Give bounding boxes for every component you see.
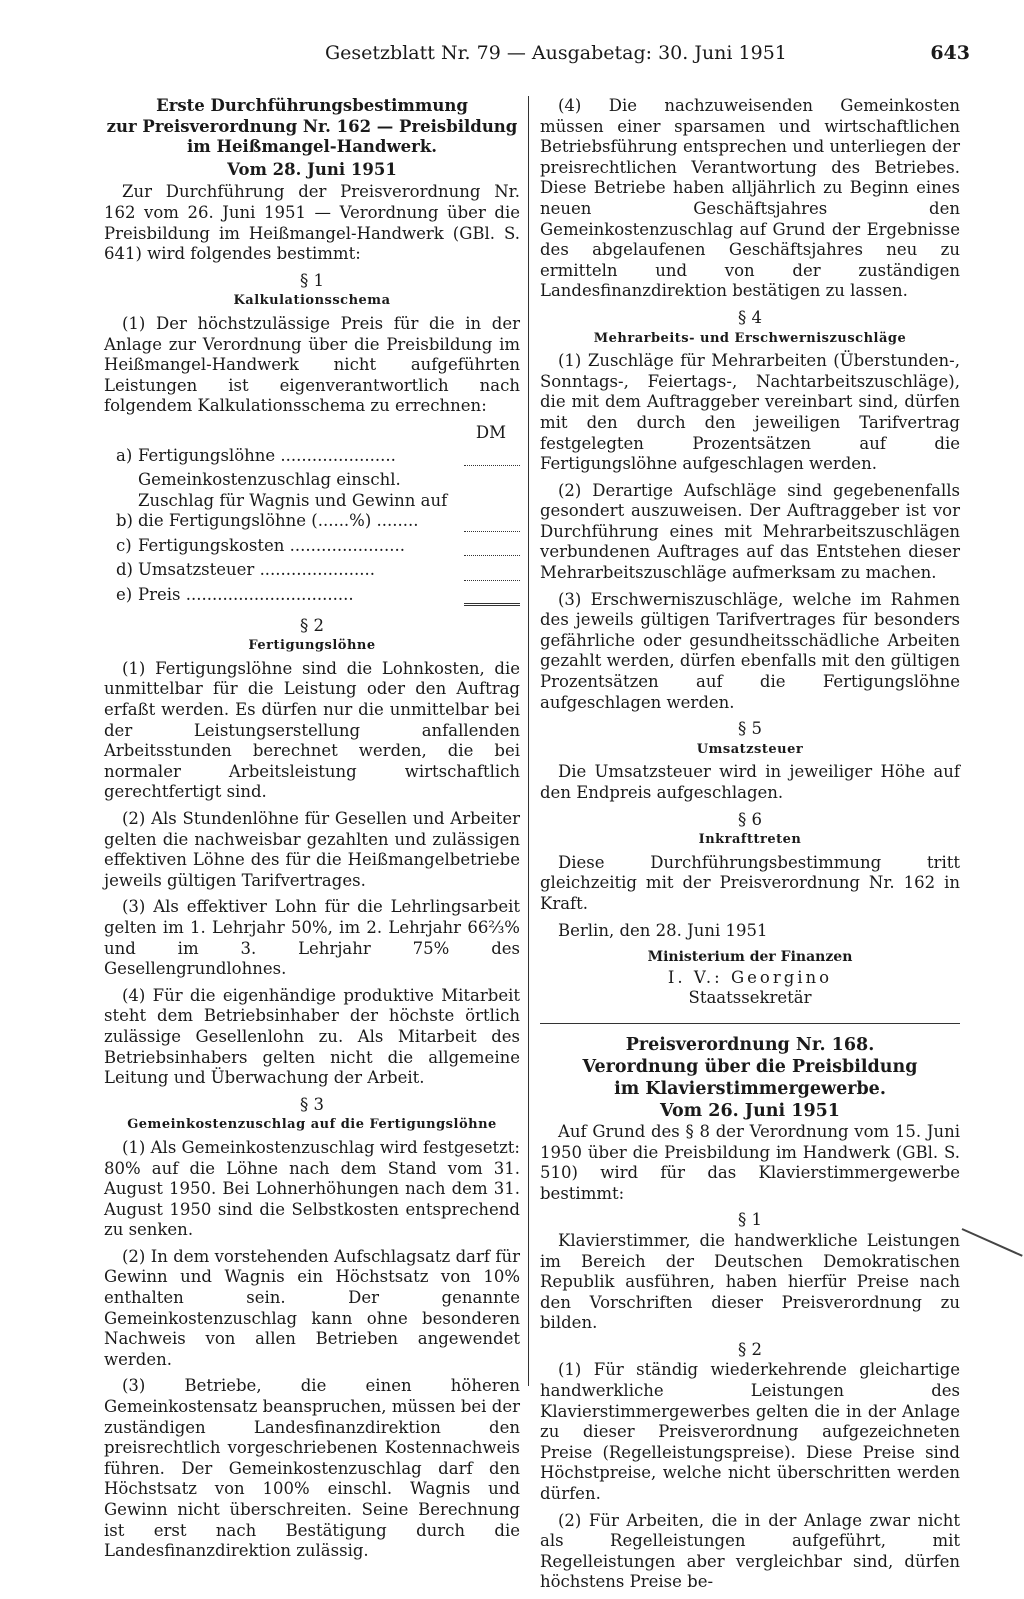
row-text: Fertigungskosten ...................... <box>138 535 406 555</box>
paragraph: Diese Durchführungsbestimmung tritt gleichzeitig mit der Preisverordnung Nr. 162 in Kraft. <box>540 852 960 913</box>
row-text: Gemeinkostenzuschlag einschl. Zuschlag für Wagnis und Gewinn auf die Fertigungslöhne (......%) ........ <box>138 470 448 531</box>
section-heading: Kalkulationsschema <box>233 293 391 309</box>
section-number: § 1 <box>738 1210 762 1230</box>
ministry-name: Ministerium der Finanzen <box>647 949 853 966</box>
paragraph: (2) Für Arbeiten, die in der Anlage zwar nicht als Regelleistungen aufgeführt, mit Regelleistungen aber vergleichbar sind, dürfen höchstens Preise be- <box>540 1510 960 1592</box>
section-heading: Umsatzsteuer <box>696 741 804 757</box>
section-number: § 3 <box>300 1094 324 1114</box>
section-number: § 6 <box>738 809 762 829</box>
paragraph: (1) Der höchstzulässige Preis für die in der Anlage zur Verordnung über die Preisbildung im Heißmangel-Handwerk nicht aufgeführten Leistungen ist eigenverantwortlich nach folgendem Kalkulationsschema zu errechnen: <box>104 313 520 416</box>
paragraph: (2) Derartige Aufschläge sind gegebenenfalls gesondert auszuweisen. Der Auftraggeber ist vor Durchführung eines mit Mehrarbeitszuschlägen verbundenen Auftrages auf das Entstehen dieser Mehrarbeitszuschläge aufmerksam zu machen. <box>540 480 960 583</box>
row-label: a) <box>116 445 133 465</box>
margin-pen-mark <box>962 1228 1023 1257</box>
schema-row <box>104 470 520 532</box>
schema-row <box>104 585 520 606</box>
paragraph: (4) Für die eigenhändige produktive Mitarbeit steht dem Betriebsinhaber der höchste örtlich zulässige Gesellenlohn zu. Als Mitarbeit des Betriebsinhabers gelten nicht die allgemeine Leitung und Überwachung der Arbeit. <box>104 985 520 1088</box>
doc-title-line-3: im Heißmangel-Handwerk. <box>186 137 438 157</box>
doc-title-line-2: zur Preisverordnung Nr. 162 — Preisbildung <box>106 116 518 136</box>
right-column <box>540 96 960 1599</box>
section-number: § 2 <box>738 1339 762 1359</box>
row-label: b) <box>116 511 133 531</box>
signer-title: Staatssekretär <box>688 988 812 1008</box>
section-divider <box>540 1023 960 1024</box>
second-doc-subtitle-1: Verordnung über die Preisbildung <box>582 1056 918 1077</box>
row-label: e) <box>116 585 133 605</box>
paragraph: (3) Erschwerniszuschläge, welche im Rahmen des jeweils gültigen Tarifvertrages für besonders gefährliche oder gesundheitsschädliche Arbeiten gezahlt werden, dürfen ebenfalls mit den gültigen Prozentsätzen auf die Fertigungslöhne aufgeschlagen werden. <box>540 589 960 712</box>
doc-title-line-1: Erste Durchführungsbestimmung <box>156 96 468 115</box>
schema-row <box>104 536 520 557</box>
doc-date: Vom 28. Juni 1951 <box>227 159 397 179</box>
page-header <box>100 42 970 72</box>
paragraph: Klavierstimmer, die handwerkliche Leistungen im Bereich der Deutschen Demokratischen Republik ausführen, haben hierfür Preise nach den Vorschriften dieser Preisverordnung zu bilden. <box>540 1230 960 1333</box>
left-column <box>104 96 520 1568</box>
section-number: § 2 <box>300 615 324 635</box>
row-text: Fertigungslöhne ...................... <box>138 445 396 465</box>
paragraph: (4) Die nachzuweisenden Gemeinkosten müssen einer sparsamen und wirtschaftlichen Betriebsführung entsprechen und unterliegen der preisrechtlichen Verantwortung des Betriebes. Diese Betriebe haben alljährlich zu Beginn eines neuen Geschäftsjahres den Gemeinkostenzuschlag auf Grund der Ergebnisse des abgelaufenen Geschäftsjahres neu zu ermitteln und von der zuständigen Landesfinanzdirektion bestätigen zu lassen. <box>540 96 960 301</box>
paragraph: (1) Zuschläge für Mehrarbeiten (Überstunden-, Sonntags-, Feiertags-, Nachtarbeitszuschläge), die mit dem Auftraggeber vereinbart sind, dürfen mit den durch den jeweiligen Tarifvertrag festgelegten Prozentsätzen auf die Fertigungslöhne aufgeschlagen werden. <box>540 351 960 474</box>
intro-paragraph: Zur Durchführung der Preisverordnung Nr. 162 vom 26. Juni 1951 — Verordnung über die Preisbildung im Heißmangel-Handwerk (GBl. S. 641) wird folgendes bestimmt: <box>104 182 520 264</box>
section-heading: Gemeinkostenzuschlag auf die Fertigungslöhne <box>127 1117 497 1133</box>
row-text: Preis ................................ <box>138 585 354 605</box>
page-number: 643 <box>930 42 970 64</box>
row-label: d) <box>116 560 133 580</box>
second-doc-title: Preisverordnung Nr. 168. <box>625 1034 875 1055</box>
amount-blank-total <box>464 589 520 606</box>
section-number: § 4 <box>738 307 762 327</box>
section-heading: Inkrafttreten <box>698 832 802 848</box>
paragraph: (2) In dem vorstehenden Aufschlagsatz darf für Gewinn und Wagnis ein Höchstsatz von 10% enthalten sein. Der genannte Gemeinkostenzuschlag kann ohne besonderen Nachweis von allen Betrieben angewendet werden. <box>104 1246 520 1369</box>
column-divider <box>528 96 529 1386</box>
paragraph: Die Umsatzsteuer wird in jeweiliger Höhe auf den Endpreis aufgeschlagen. <box>540 762 960 802</box>
amount-blank <box>464 566 520 581</box>
calculation-schema <box>104 446 520 606</box>
section-number: § 5 <box>738 719 762 739</box>
place-date: Berlin, den 28. Juni 1951 <box>558 920 768 940</box>
paragraph: (1) Für ständig wiederkehrende gleichartige handwerkliche Leistungen des Klavierstimmergewerbes gelten die in der Anlage zu dieser Preisverordnung aufgezeichneten Preise (Regelleistungspreise). Diese Preise sind Höchstpreise, welche nicht überschritten werden dürfen. <box>540 1360 960 1504</box>
paragraph: Auf Grund des § 8 der Verordnung vom 15. Juni 1950 über die Preisbildung im Handwerk (GBl. S. 510) wird für das Klavierstimmergewerbe bestimmt: <box>540 1121 960 1203</box>
second-doc-subtitle-2: im Klavierstimmergewerbe. <box>614 1078 886 1099</box>
section-heading: Fertigungslöhne <box>248 638 376 654</box>
currency-label: DM <box>475 422 506 442</box>
second-doc-date: Vom 26. Juni 1951 <box>660 1100 840 1121</box>
paragraph: (1) Als Gemeinkostenzuschlag wird festgesetzt: 80% auf die Löhne nach dem Stand vom 31. August 1950. Bei Lohnerhöhungen nach dem 31. August 1950 sind die Selbstkosten entsprechend zu senken. <box>104 1137 520 1240</box>
amount-blank <box>464 541 520 556</box>
paragraph: (1) Fertigungslöhne sind die Lohnkosten, die unmittelbar für die Leistung oder den Auftrag erfaßt werden. Es dürfen nur die unmittelbar bei der Leistungserstellung anfallenden Arbeitsstunden berechnet werden, die bei normaler Arbeitsleistung wirtschaftlich gerechtfertigt sind. <box>104 658 520 802</box>
row-text: Umsatzsteuer ...................... <box>138 560 375 580</box>
signer-name: I. V.: Georgino <box>667 967 833 987</box>
paragraph: (3) Betriebe, die einen höheren Gemeinkostensatz beanspruchen, müssen bei der zuständigen Landesfinanzdirektion den preisrechtlich vorgeschriebenen Kostennachweis führen. Der Gemeinkostenzuschlag darf den Höchstsatz von 100% einschl. Wagnis und Gewinn nicht überschreiten. Seine Berechnung ist erst nach Bestätigung durch die Landesfinanzdirektion zulässig. <box>104 1376 520 1561</box>
amount-blank <box>464 451 520 466</box>
amount-blank <box>464 517 520 532</box>
paragraph: (3) Als effektiver Lohn für die Lehrlingsarbeit gelten im 1. Lehrjahr 50%, im 2. Lehrjahr 66⅔% und im 3. Lehrjahr 75% des Gesellengrundlohnes. <box>104 897 520 979</box>
section-number: § 1 <box>300 270 324 290</box>
schema-row <box>104 446 520 467</box>
section-heading: Mehrarbeits- und Erschwerniszuschläge <box>593 330 907 346</box>
schema-row <box>104 560 520 581</box>
row-label: c) <box>116 535 132 555</box>
paragraph: (2) Als Stundenlöhne für Gesellen und Arbeiter gelten die nachweisbar gezahlten und zulässigen effektiven Löhne des für die Heißmangelbetriebe jeweils gültigen Tarifvertrages. <box>104 809 520 890</box>
header-title: Gesetzblatt Nr. 79 — Ausgabetag: 30. Juni 1951 <box>325 42 787 64</box>
